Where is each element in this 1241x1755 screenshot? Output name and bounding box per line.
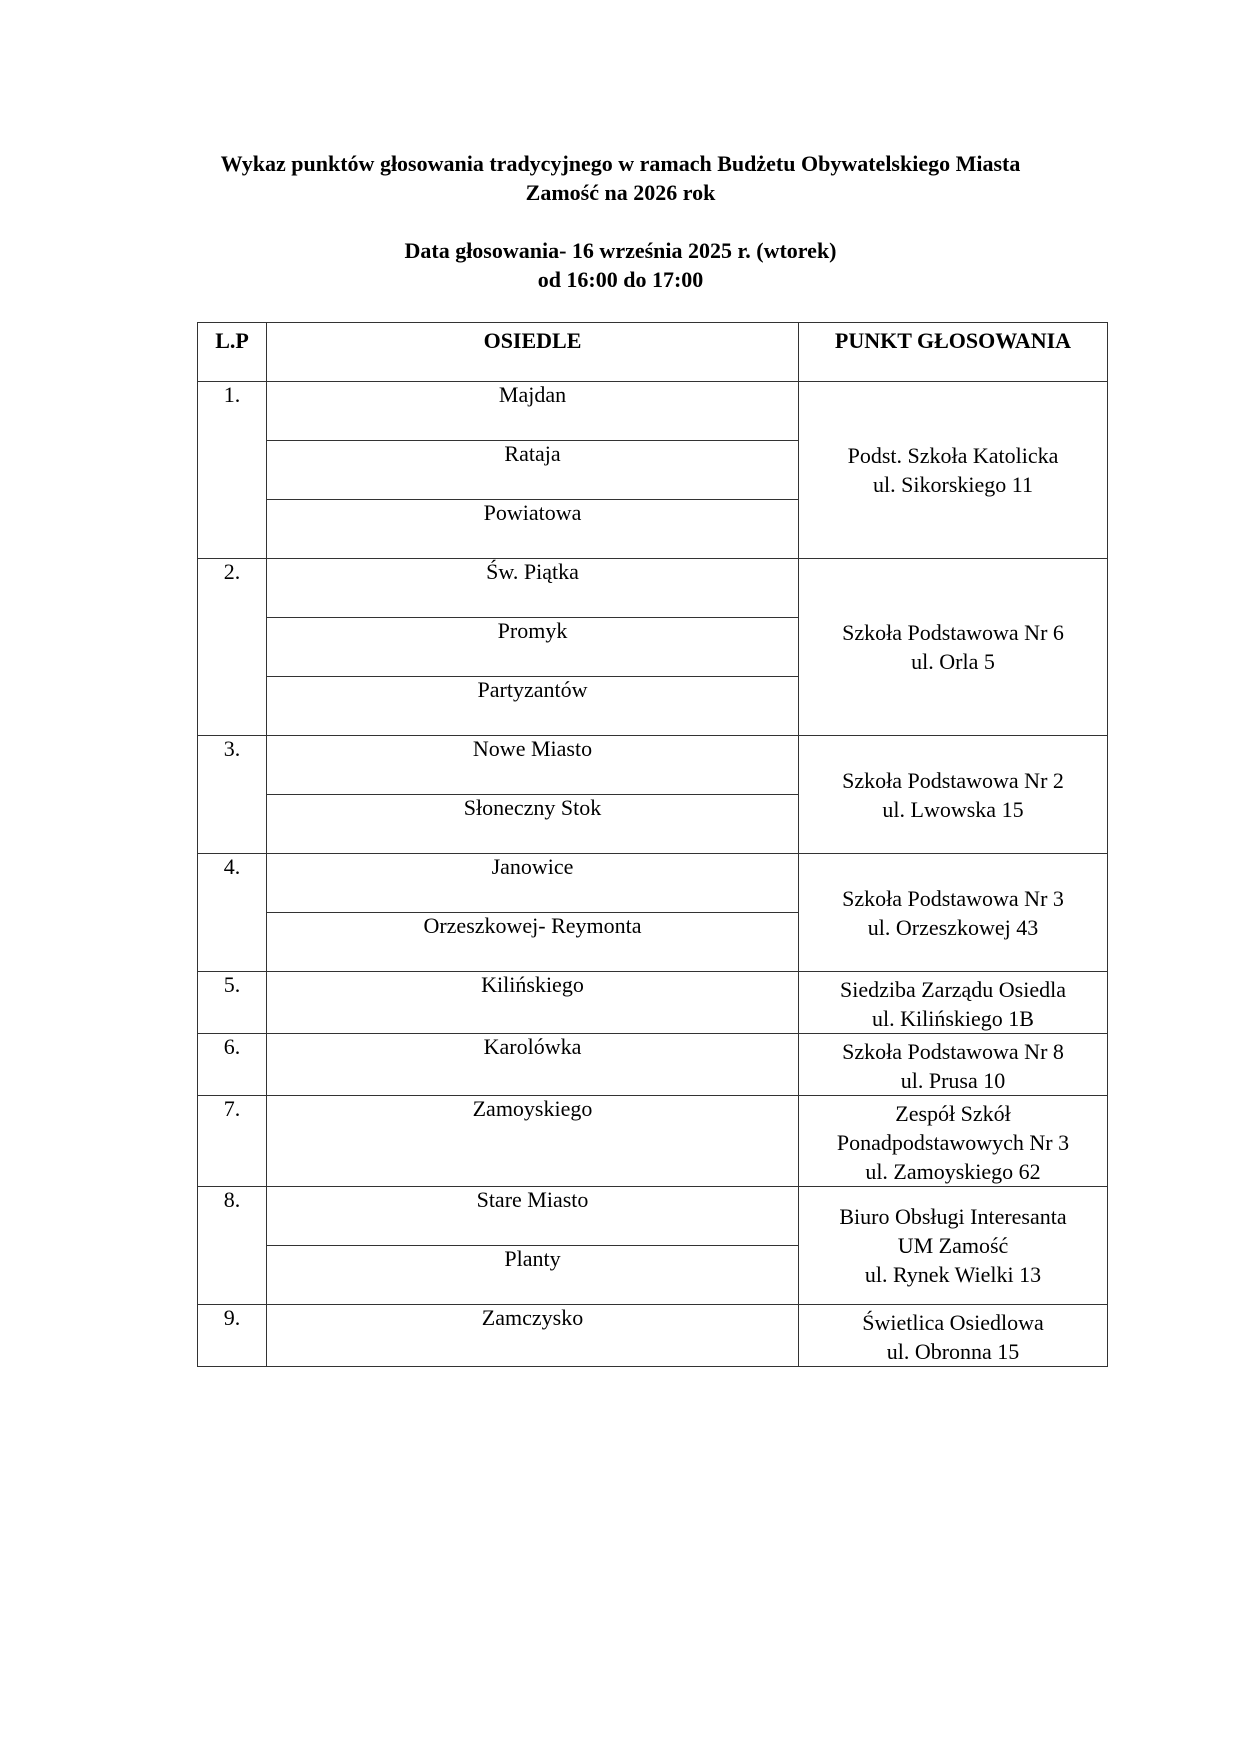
voting-date: Data głosowania- 16 września 2025 r. (wtorek) — [404, 238, 837, 263]
voting-point — [799, 1305, 1108, 1367]
voting-point-line: UM Zamość — [897, 1233, 1009, 1258]
voting-point-line: Szkoła Podstawowa Nr 8 — [842, 1039, 1064, 1064]
voting-point-line: Szkoła Podstawowa Nr 2 — [842, 767, 1064, 793]
document-title-line-1: Wykaz punktów głosowania tradycyjnego w ramach Budżetu Obywatelskiego Miasta — [220, 151, 1021, 176]
voting-point — [799, 1187, 1108, 1305]
osiedle-name: Nowe Miasto — [267, 736, 799, 795]
voting-point-line: Zespół Szkół — [895, 1101, 1011, 1126]
voting-point-line: ul. Orzeszkowej 43 — [867, 914, 1039, 940]
osiedle-name: Zamczysko — [267, 1305, 799, 1367]
table-row — [198, 1187, 1108, 1246]
row-number: 4. — [198, 854, 267, 972]
voting-point — [799, 1034, 1108, 1096]
voting-point — [799, 1096, 1108, 1187]
osiedle-name: Kilińskiego — [267, 972, 799, 1034]
osiedle-name: Św. Piątka — [267, 559, 799, 618]
voting-point — [799, 854, 1108, 972]
osiedle-name: Karolówka — [267, 1034, 799, 1096]
osiedle-name: Słoneczny Stok — [267, 795, 799, 854]
voting-point — [799, 559, 1108, 736]
osiedle-name: Powiatowa — [267, 500, 799, 559]
header-lp: L.P — [198, 323, 267, 382]
row-number: 6. — [198, 1034, 267, 1096]
voting-point — [799, 736, 1108, 854]
voting-point-line: ul. Obronna 15 — [886, 1339, 1020, 1364]
table-row — [198, 1034, 1108, 1096]
table-row — [198, 972, 1108, 1034]
voting-point-line: Świetlica Osiedlowa — [862, 1310, 1044, 1335]
table-row — [198, 1096, 1108, 1187]
voting-point-line: ul. Kilińskiego 1B — [872, 1006, 1034, 1031]
row-number: 5. — [198, 972, 267, 1034]
voting-point — [799, 382, 1108, 559]
osiedle-name: Promyk — [267, 618, 799, 677]
row-number: 1. — [198, 382, 267, 559]
osiedle-name: Zamoyskiego — [267, 1096, 799, 1187]
table-header-row — [198, 323, 1108, 382]
osiedle-name: Planty — [267, 1246, 799, 1305]
row-number: 9. — [198, 1305, 267, 1367]
header-osiedle: OSIEDLE — [267, 323, 799, 382]
voting-point-line: ul. Sikorskiego 11 — [873, 472, 1033, 497]
table-row — [198, 1305, 1108, 1367]
voting-point-line: ul. Orla 5 — [911, 649, 995, 674]
row-number: 2. — [198, 559, 267, 736]
document-title-line-2: Zamość na 2026 rok — [525, 180, 716, 205]
row-number: 7. — [198, 1096, 267, 1187]
table-row — [198, 559, 1108, 618]
voting-points-table — [197, 322, 1108, 1367]
voting-point-line: Szkoła Podstawowa Nr 6 — [842, 620, 1064, 645]
osiedle-name: Majdan — [267, 382, 799, 441]
row-number: 8. — [198, 1187, 267, 1305]
voting-point-line: Podst. Szkoła Katolicka — [847, 443, 1059, 468]
osiedle-name: Partyzantów — [267, 677, 799, 736]
voting-point — [799, 972, 1108, 1034]
osiedle-name: Orzeszkowej- Reymonta — [267, 913, 799, 972]
table-row — [198, 736, 1108, 795]
voting-point-line: ul. Lwowska 15 — [882, 796, 1024, 822]
table-row — [198, 854, 1108, 913]
voting-point-line: ul. Zamoyskiego 62 — [865, 1159, 1041, 1184]
osiedle-name: Janowice — [267, 854, 799, 913]
voting-point-line: ul. Prusa 10 — [900, 1068, 1006, 1093]
voting-point-line: Biuro Obsługi Interesanta — [839, 1204, 1067, 1229]
table-row — [198, 382, 1108, 441]
voting-hours: od 16:00 do 17:00 — [537, 267, 704, 292]
voting-point-line: Szkoła Podstawowa Nr 3 — [842, 885, 1064, 911]
voting-point-line: Ponadpodstawowych Nr 3 — [836, 1130, 1070, 1155]
header-punkt: PUNKT GŁOSOWANIA — [799, 323, 1108, 382]
table-body — [198, 382, 1108, 1367]
row-number: 3. — [198, 736, 267, 854]
voting-point-line: ul. Rynek Wielki 13 — [864, 1262, 1042, 1287]
voting-point-line: Siedziba Zarządu Osiedla — [839, 977, 1066, 1002]
osiedle-name: Rataja — [267, 441, 799, 500]
osiedle-name: Stare Miasto — [267, 1187, 799, 1246]
